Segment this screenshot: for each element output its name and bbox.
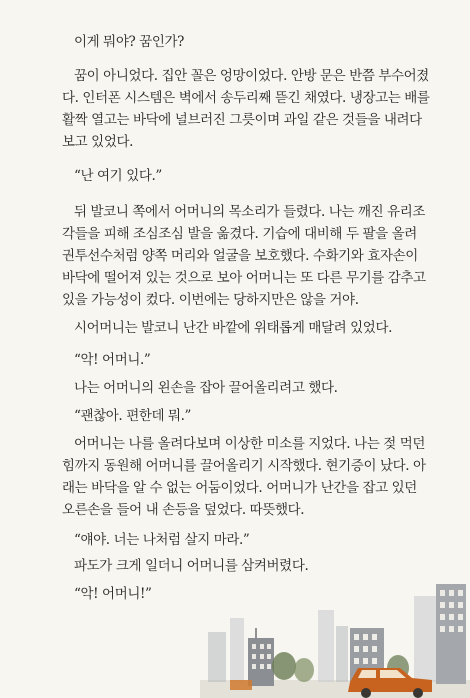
text-line: 있을 가능성이 컸다. 이번에는 당하지만은 않을 거야. [62,292,359,308]
building-right [436,584,466,684]
text-line: 이게 뭐야? 꿈인가? [74,34,184,50]
text-line: 뒤 발코니 쪽에서 어머니의 목소리가 들렸다. 나는 깨진 유리조 [74,204,426,220]
cityscape-watercolor-icon [200,570,470,698]
text-line: 바닥에 떨어져 있는 것으로 보아 어머니는 또 다른 무기를 감추고 [62,270,426,286]
text-line: 다. 인터폰 시스템은 벽에서 송두리째 뜯긴 채였다. 냉장고는 배를 [62,90,430,106]
text-line: “악! 어머니.” [74,352,151,368]
text-line: 래는 바닥을 알 수 없는 어둠이었다. 어머니가 난간을 잡고 있던 [62,480,417,496]
text-line: “괜찮아. 편한데 뭐.” [74,408,192,424]
text-line: 활짝 열고는 바닥에 널브러진 그릇이며 과일 같은 것들을 내려다 [62,112,422,128]
small-car-icon [230,680,252,690]
text-line: “얘야. 너는 나처럼 살지 마라.” [74,532,250,548]
text-line: 파도가 크게 일더니 어머니를 삼켜버렸다. [74,558,309,574]
text-line: 각들을 피해 조심조심 발을 옮겼다. 기습에 대비해 두 팔을 올려 [62,226,417,242]
text-line: 시어머니는 발코니 난간 바깥에 위태롭게 매달려 있었다. [74,320,392,336]
text-line: 오른손을 들어 내 손등을 덮었다. 따뜻했다. [62,502,305,518]
text-line: 권투선수처럼 양쪽 머리와 얼굴을 보호했다. 수화기와 효자손이 [62,248,418,264]
text-line: 힘까지 동원해 어머니를 끌어올리기 시작했다. 현기증이 났다. 아 [62,458,426,474]
text-line: 나는 어머니의 왼손을 잡아 끌어올리려고 했다. [74,380,338,396]
text-line: 보고 있었다. [62,134,133,150]
text-line: 꿈이 아니었다. 집안 꼴은 엉망이었다. 안방 문은 반쯤 부수어졌 [74,68,429,84]
text-line: “난 여기 있다.” [74,168,162,184]
building-left [248,628,274,686]
text-line: 어머니는 나를 올려다보며 이상한 미소를 지었다. 나는 젖 먹던 [74,436,426,452]
text-line: “악! 어머니!” [74,586,152,602]
